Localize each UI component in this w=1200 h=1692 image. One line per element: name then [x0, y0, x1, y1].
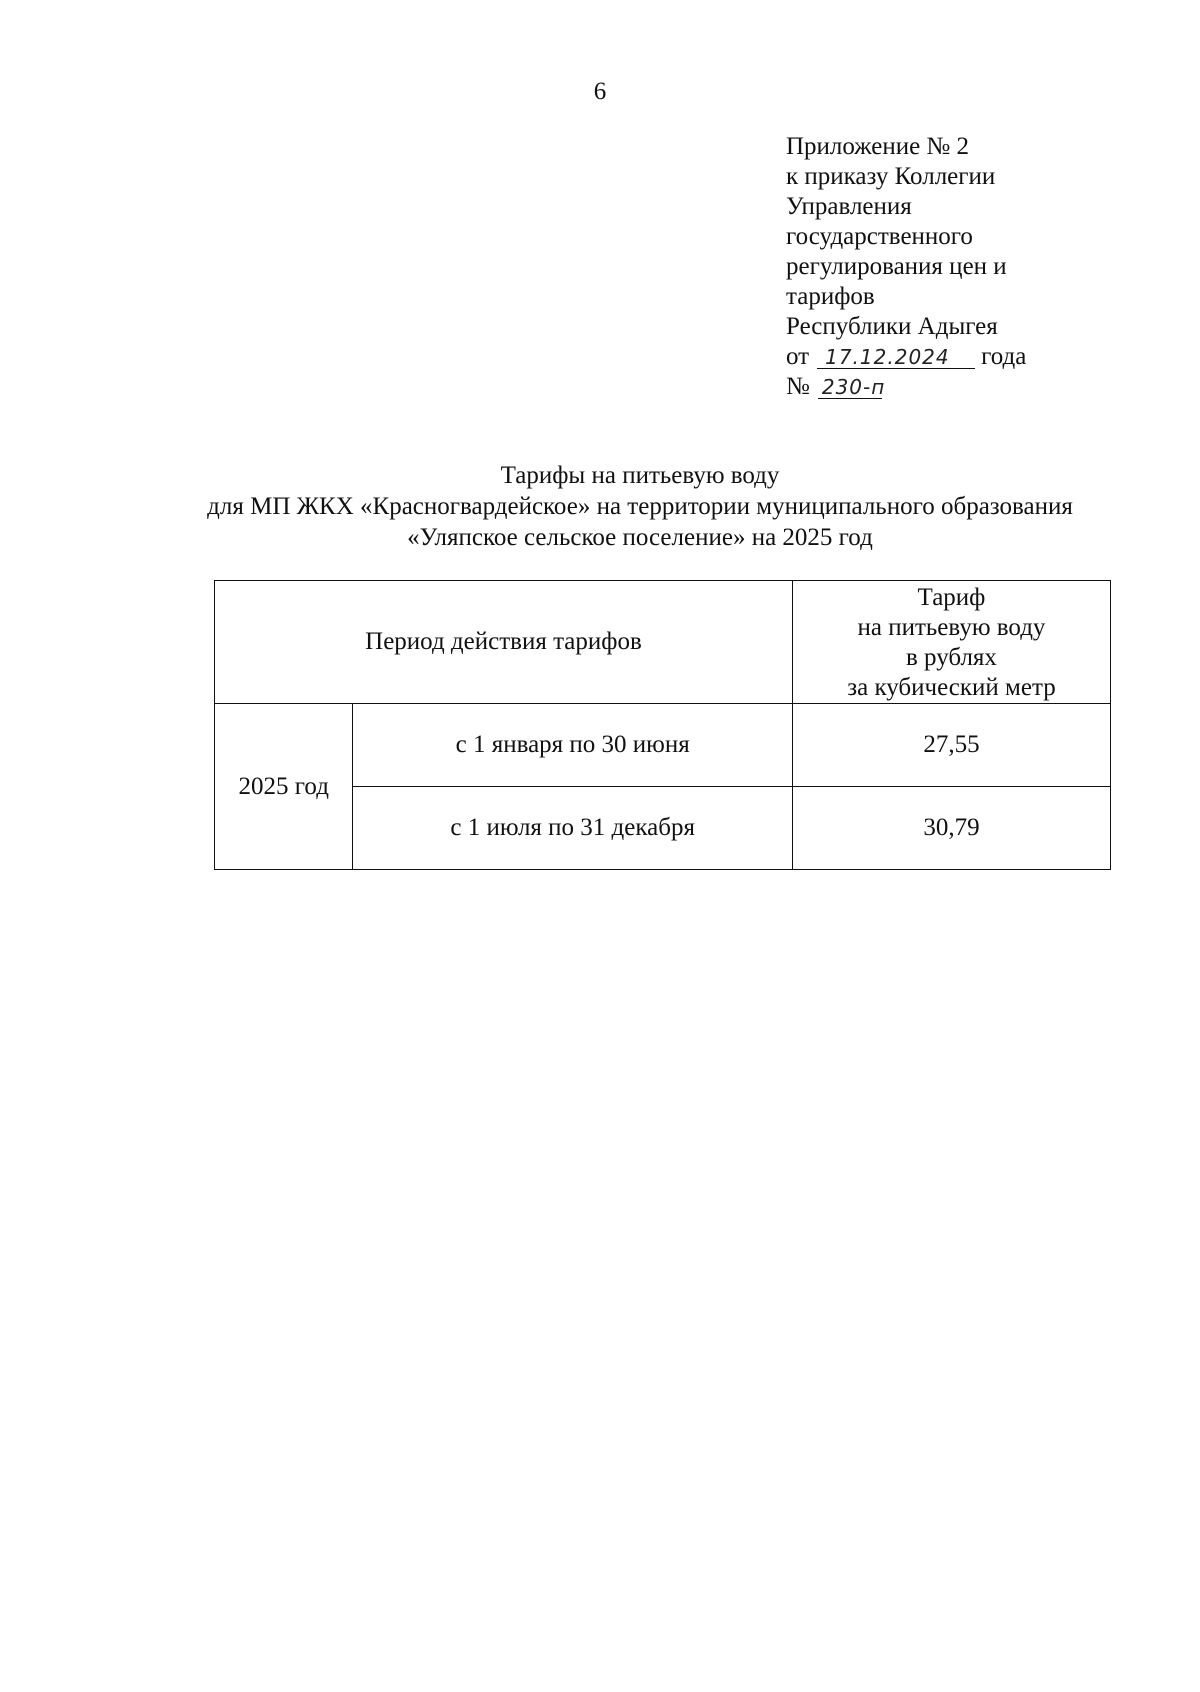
page-number: 6 [593, 78, 607, 105]
appendix-line: Управления [786, 193, 912, 220]
date-prefix: от [786, 343, 810, 370]
appendix-date-line [786, 342, 1086, 372]
title-line: Тарифы на питьевую воду [500, 462, 780, 489]
date-suffix: года [981, 343, 1027, 370]
document-title [150, 460, 1130, 553]
tariff-table [214, 580, 1111, 870]
header-tariff [792, 581, 1110, 704]
table-row [215, 704, 1111, 787]
appendix-line: государственного [786, 223, 973, 250]
tariff-value-cell: 27,55 [792, 704, 1110, 787]
header-tariff-line: за кубический метр [847, 674, 1056, 701]
appendix-line: Республики Адыгея [786, 313, 998, 340]
period-cell: с 1 января по 30 июня [353, 704, 792, 787]
header-tariff-line: на питьевую воду [857, 614, 1046, 641]
header-period: Период действия тарифов [215, 581, 793, 704]
number-prefix: № [786, 373, 810, 400]
table-header-row [215, 581, 1111, 704]
handwritten-order-number: 230-п [818, 376, 882, 399]
appendix-number-line [786, 372, 1086, 402]
header-tariff-line: Тариф [917, 584, 986, 611]
year-cell: 2025 год [215, 704, 353, 870]
period-cell: с 1 июля по 31 декабря [353, 787, 792, 870]
title-line: «Уляпское сельское поселение» на 2025 год [407, 524, 873, 551]
handwritten-date: 17.12.2024 [817, 346, 975, 369]
appendix-line: тарифов [786, 283, 875, 310]
appendix-line: к приказу Коллегии [786, 163, 996, 190]
tariff-value-cell: 30,79 [792, 787, 1110, 870]
title-line: для МП ЖКХ «Красногвардейское» на территории муниципального образования [207, 493, 1073, 520]
appendix-block [786, 132, 1086, 402]
appendix-line: регулирования цен и [786, 253, 1007, 280]
header-tariff-line: в рублях [905, 644, 997, 671]
appendix-line: Приложение № 2 [786, 133, 970, 160]
